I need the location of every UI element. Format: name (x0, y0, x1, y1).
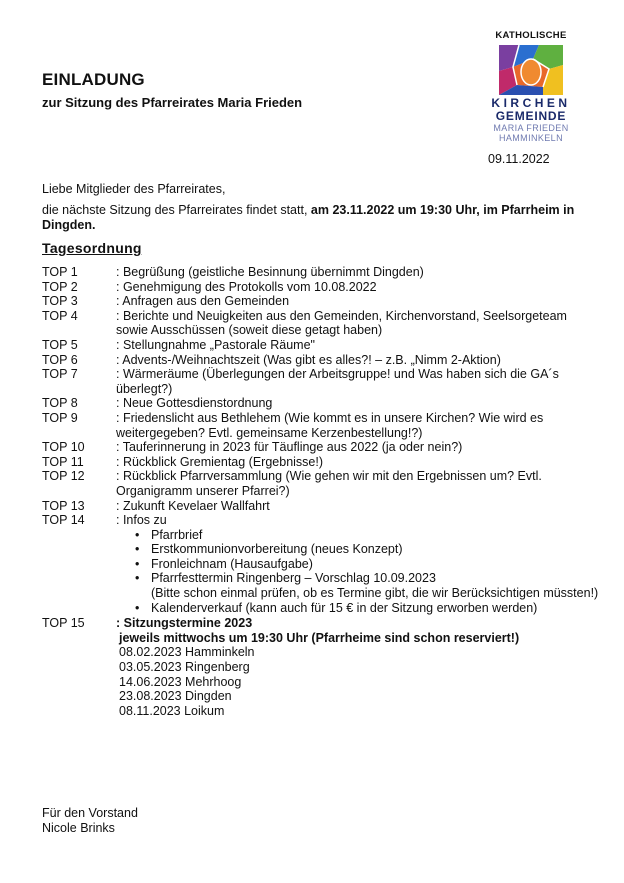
agenda-item (42, 396, 602, 411)
parish-logo (476, 30, 586, 143)
agenda-item-number: TOP 5 (42, 337, 78, 352)
agenda-item-number: TOP 9 (42, 410, 78, 425)
meeting-date: 14.06.2023 Mehrhoog (119, 674, 242, 689)
agenda-item-number: TOP 12 (42, 469, 85, 484)
greeting: Liebe Mitglieder des Pfarreirates, (42, 182, 226, 196)
meeting-date: 08.02.2023 Hamminkeln (119, 645, 255, 660)
bullet-item: • Fronleichnam (Hausaufgabe) (151, 557, 602, 572)
agenda-item-number: TOP 8 (42, 396, 78, 411)
stained-glass-logo-icon (499, 45, 563, 95)
logo-kirchen-text: KIRCHEN (491, 96, 571, 110)
bullet-item: • Kalenderverkauf (kann auch für 15 € in der Sitzung erworben werden) (151, 601, 602, 616)
agenda-item (42, 309, 602, 338)
letter-date: 09.11.2022 (488, 152, 550, 166)
agenda-item-text: : Tauferinnerung in 2023 für Täuflinge aus 2022 (ja oder nein?) (116, 440, 463, 455)
agenda-item-text: : Friedenslicht aus Bethlehem (Wie kommt es in unsere Kirchen? Wie wird es weitergegeben? Evtl. gemeinsame Kerzenbestellung!?) (116, 410, 544, 440)
agenda-item (42, 280, 602, 295)
agenda-item-number: TOP 15 (42, 616, 85, 631)
bullet-note: (Bitte schon einmal prüfen, ob es Termine gibt, die wir Berücksichtigen müssten!) (151, 586, 599, 601)
logo-top-text: KATHOLISCHE (495, 30, 567, 41)
bullet-item: • Pfarrbrief (151, 528, 602, 543)
agenda-item-top14 (42, 513, 602, 615)
agenda-item (42, 353, 602, 368)
infos-bullet-list (116, 528, 602, 586)
agenda-item (42, 469, 602, 498)
agenda-item (42, 265, 602, 280)
agenda-item-number: TOP 14 (42, 513, 85, 528)
agenda-item-number: TOP 4 (42, 308, 78, 323)
agenda-item-number: TOP 11 (42, 454, 84, 469)
page-title: EINLADUNG (42, 70, 145, 89)
agenda-item-text: : Stellungnahme „Pastorale Räume" (116, 337, 315, 352)
logo-gemeinde-text: GEMEINDE (495, 109, 567, 123)
agenda-item-top15 (42, 616, 602, 718)
agenda-item-number: TOP 3 (42, 294, 78, 309)
agenda-item-text: : Advents-/Weihnachtszeit (Was gibt es alles?! – z.B. „Nimm 2-Aktion) (116, 352, 501, 367)
meeting-date: 08.11.2023 Loikum (119, 703, 225, 718)
agenda-item-text: : Berichte und Neuigkeiten aus den Gemeinden, Kirchenvorstand, Seelsorgeteam sowie Ausschüssen (soweit diese getagt haben) (116, 308, 567, 338)
infos-bullet-list-2 (116, 601, 602, 616)
agenda-item-number: TOP 7 (42, 367, 78, 382)
agenda-item (42, 411, 602, 440)
meeting-date: 03.05.2023 Ringenberg (119, 660, 250, 675)
agenda-item-text: : Zukunft Kevelaer Wallfahrt (116, 498, 270, 513)
agenda-item-number: TOP 2 (42, 279, 78, 294)
agenda-item-text: : Neue Gottesdienstordnung (116, 396, 273, 411)
bullet-item: • Pfarrfesttermin Ringenberg – Vorschlag 10.09.2023 (151, 571, 602, 586)
agenda-item (42, 294, 602, 309)
intro-paragraph (42, 203, 587, 233)
agenda-item-text: : Genehmigung des Protokolls vom 10.08.2022 (116, 279, 377, 294)
agenda-item-number: TOP 1 (42, 265, 78, 279)
logo-town-name: HAMMINKELN (498, 133, 563, 143)
agenda-list (42, 265, 602, 718)
agenda-item-text: : Begrüßung (geistliche Besinnung übernimmt Dingden) (116, 265, 424, 279)
infos-label: : Infos zu (116, 513, 167, 528)
agenda-item-text: : Rückblick Pfarrversammlung (Wie gehen wir mit den Ergebnissen um? Evtl. Organigramm unserer Pfarrei?) (116, 469, 542, 498)
agenda-item (42, 367, 602, 396)
agenda-items (42, 265, 602, 513)
agenda-item-number: TOP 6 (42, 352, 78, 367)
signature (42, 806, 138, 836)
agenda-item (42, 338, 602, 353)
bullet-item: • Erstkommunionvorbereitung (neues Konzept) (151, 542, 602, 557)
agenda-item-text: : Rückblick Gremientag (Ergebnisse!) (116, 454, 324, 469)
agenda-heading: Tagesordnung (42, 240, 142, 256)
meeting-date: 23.08.2023 Dingden (119, 689, 232, 704)
agenda-item (42, 455, 602, 470)
meeting-date-location: am 23.11.2022 um 19:30 Uhr, im Pfarrheim in Dingden. (42, 203, 575, 232)
agenda-item-text (116, 616, 602, 718)
agenda-item (42, 440, 602, 455)
signature-name: Nicole Brinks (42, 821, 115, 835)
agenda-item-number: TOP 13 (42, 498, 85, 513)
intro-text: die nächste Sitzung des Pfarreirates findet statt, (42, 203, 311, 217)
meeting-dates-title: : Sitzungstermine 2023 (116, 616, 253, 631)
agenda-item-text: : Wärmeräume (Überlegungen der Arbeitsgruppe! und Was haben sich die GA´s überlegt?) (116, 367, 559, 396)
agenda-item-text (116, 513, 602, 615)
signature-role: Für den Vorstand (42, 806, 138, 820)
page-subtitle: zur Sitzung des Pfarreirates Maria Frieden (42, 95, 303, 110)
meeting-dates-subtitle: jeweils mittwochs um 19:30 Uhr (Pfarrheime sind schon reserviert!) (119, 630, 520, 645)
agenda-item-number: TOP 10 (42, 440, 85, 455)
agenda-item (42, 499, 602, 514)
logo-parish-name: MARIA FRIEDEN (493, 123, 569, 133)
agenda-item-text: : Anfragen aus den Gemeinden (116, 294, 290, 309)
